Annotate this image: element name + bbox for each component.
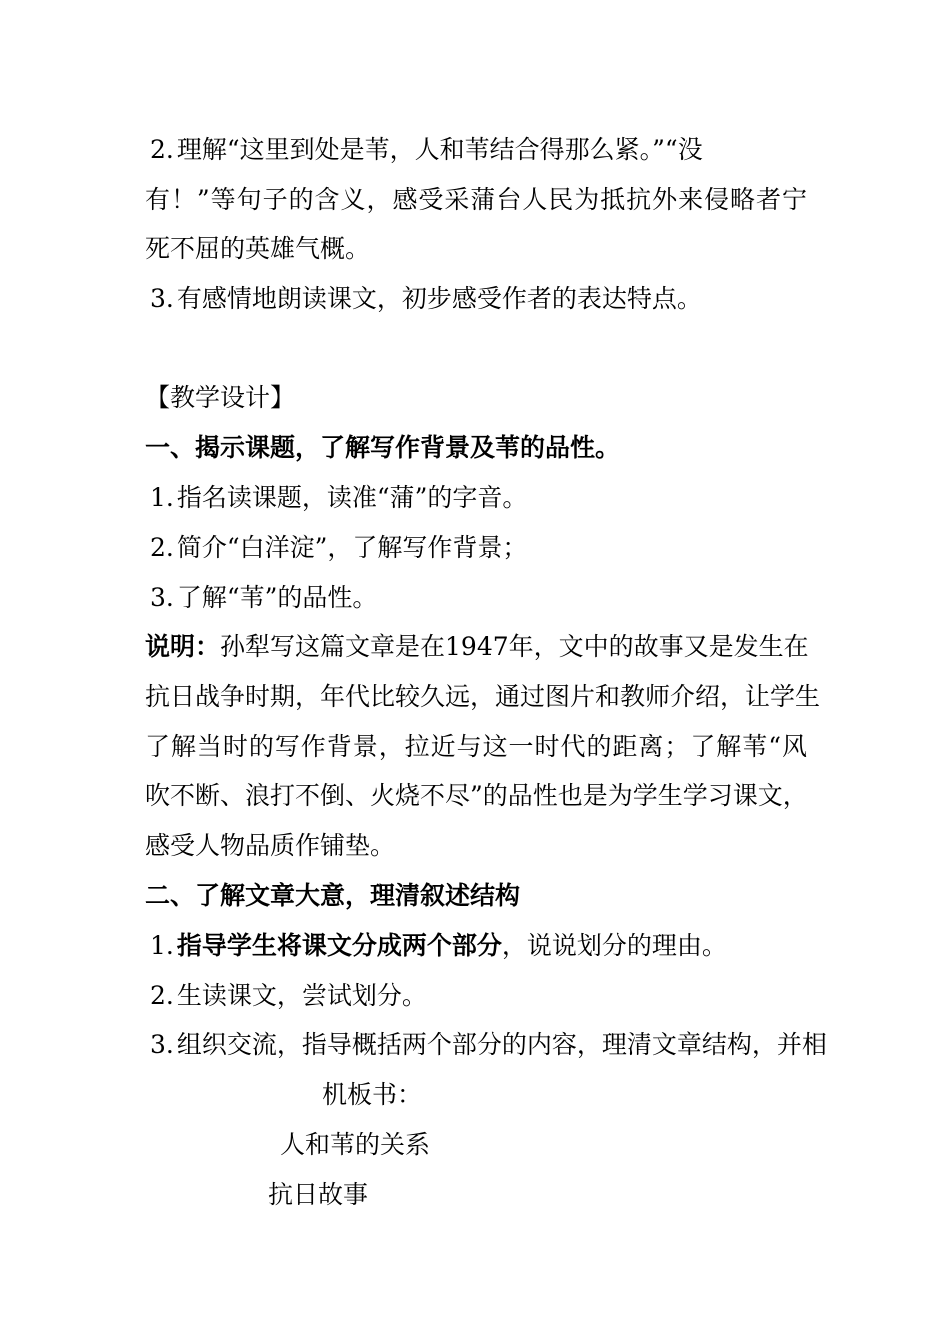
design-heading: 【教学设计】 [145,383,296,412]
section-1-item-1-number: 1. [150,483,174,512]
section-1-item-1 [150,480,527,516]
objective-2-number: 2. [150,135,174,164]
section-2-item-3-number: 3. [150,1030,174,1059]
objective-2-text: 理解“这里到处是苇，人和苇结合得那么紧。”“没 [176,135,703,164]
section-2-item-3-text: 组织交流，指导概括两个部分的内容，理清文章结构，并相 [176,1030,827,1059]
section-1-item-2 [150,530,527,566]
section-2-item-1-bold-text: 指导学生将课文分成两个部分 [176,931,502,960]
note-text-1: 孙犁写这篇文章是在1947年，文中的故事又是发生在 [220,632,809,661]
note-line-4: 吹不断、浪打不倒、火烧不尽”的品性也是为学生学习课文， [145,781,808,810]
note-line-1 [145,629,807,665]
section-1-item-3-text: 了解“苇”的品性。 [176,583,378,612]
section-2-item-3-continuation: 机板书： [322,1080,423,1109]
section-2-item-1-number: 1. [150,931,174,960]
objective-2-line-2: 有！”等句子的含义，感受采蒲台人民为抵抗外来侵略者宁 [145,185,807,214]
objective-3 [150,281,702,317]
objective-2-line-1 [150,132,703,168]
section-1-item-2-number: 2. [150,533,174,562]
objective-3-number: 3. [150,284,174,313]
section-1-item-3-number: 3. [150,583,174,612]
section-2-item-2 [150,978,427,1014]
note-label: 说明： [145,632,221,661]
note-line-2: 抗日战争时期，年代比较久远，通过图片和教师介绍，让学生 [145,682,821,711]
section-1-item-1-text: 指名读课题，读准“蒲”的字音。 [176,483,528,512]
objective-3-text: 有感情地朗读课文，初步感受作者的表达特点。 [176,284,702,313]
objective-2-line-3: 死不屈的英雄气概。 [145,234,371,263]
section-1-item-3 [150,580,377,616]
section-2-item-1 [150,928,727,964]
section-1-item-2-text: 简介“白洋淀”，了解写作背景； [176,533,528,562]
section-2-item-1-text: ，说说划分的理由。 [501,931,727,960]
board-note-2: 抗日故事 [268,1180,369,1209]
section-2-item-2-text: 生读课文，尝试划分。 [176,981,427,1010]
section-1-title: 一、揭示课题，了解写作背景及苇的品性。 [145,433,621,462]
note-line-5: 感受人物品质作铺垫。 [145,831,396,860]
section-2-item-2-number: 2. [150,981,174,1010]
section-2-title: 二、了解文章大意，理清叙述结构 [145,881,521,910]
board-note-1: 人和苇的关系 [280,1130,431,1159]
note-line-3: 了解当时的写作背景，拉近与这一时代的距离；了解苇“风 [145,732,807,761]
section-2-item-3 [150,1027,827,1063]
